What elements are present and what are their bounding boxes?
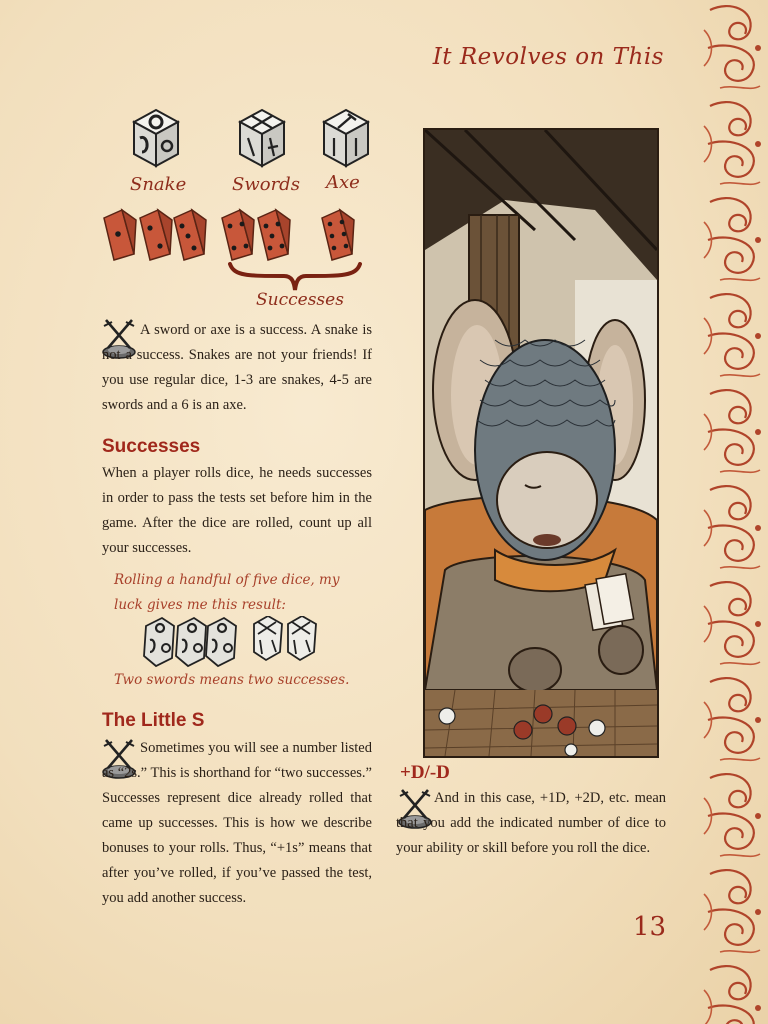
example-intro: Rolling a handful of five dice, my luck gives me this result: — [114, 572, 340, 613]
swords-die-icon — [254, 616, 282, 660]
illustration-art — [425, 130, 657, 756]
little-s-paragraph: Sometimes you will see a number listed as “2s.” This is shorthand for “two successes.” Successes represent dice already rolled that came up successes. This is how we describe bonuses to your rolls. Thus, “+1s” means that after you’ve rolled, if you’ve passed the test, you add another success. — [102, 740, 372, 906]
red-die-4-icon — [222, 210, 254, 260]
dice-legend — [100, 108, 370, 318]
mouse-guard-illustration — [423, 128, 659, 758]
intro-paragraph: A sword or axe is a success. A snake is not a success. Snakes are not your friends! If you use regular dice, 1-3 are snakes, 4-5 are swords and a 6 is an axe. — [102, 322, 372, 413]
page-number: 13 — [632, 912, 666, 942]
red-die-2-icon — [140, 210, 172, 260]
ornamental-border — [700, 0, 768, 1024]
red-die-6-icon — [322, 210, 354, 260]
page-header: It Revolves on This — [432, 44, 664, 70]
red-die-5-icon — [258, 210, 290, 260]
red-dice-row — [100, 204, 370, 264]
plus-d-title: +D/-D — [400, 762, 450, 783]
axe-die-icon — [322, 108, 370, 170]
successes-brace — [228, 262, 362, 292]
plus-d-paragraph: And in this case, +1D, +2D, etc. mean that you add the indicated number of dice to your ability or skill before you roll the dice. — [396, 790, 666, 856]
successes-paragraph: When a player rolls dice, he needs successes in order to pass the tests set before him in the game. After the dice are rolled, count up all your successes. — [102, 465, 372, 556]
snake-die-icon — [132, 108, 180, 170]
successes-label: Successes — [256, 290, 344, 310]
snake-die-icon — [206, 618, 236, 666]
snake-die-icon — [144, 618, 174, 666]
red-die-1-icon — [104, 210, 136, 260]
swords-label: Swords — [232, 174, 300, 195]
successes-title: Successes — [102, 436, 201, 457]
snake-die-icon — [176, 618, 206, 666]
example-roll-dice — [142, 616, 322, 668]
axe-label: Axe — [326, 172, 360, 193]
example-outro: Two swords means two successes. — [114, 672, 350, 688]
swords-die-icon — [288, 616, 316, 660]
swords-die-icon — [238, 108, 286, 170]
snake-label: Snake — [130, 174, 187, 195]
little-s-title: The Little S — [102, 710, 205, 731]
red-die-3-icon — [174, 210, 206, 260]
